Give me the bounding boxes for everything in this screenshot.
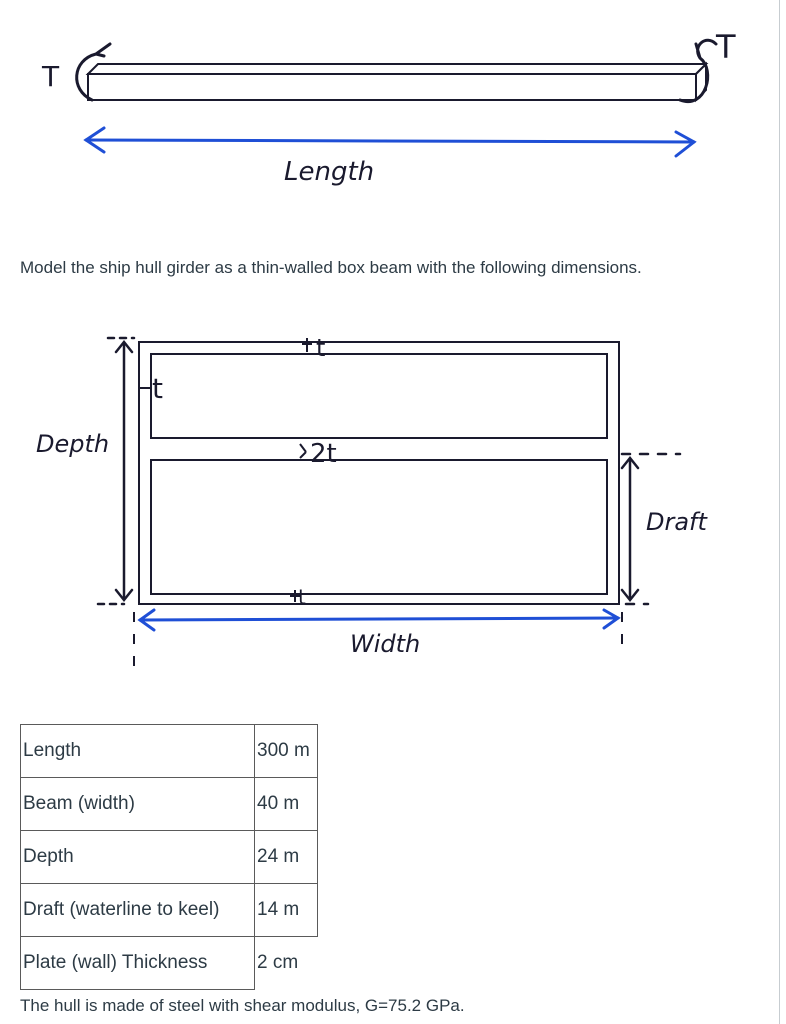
length-label: Length (284, 157, 375, 187)
hull-outer-wall (139, 342, 619, 604)
row-value: 14 m (255, 884, 318, 937)
upper-compartment (151, 354, 607, 438)
right-torque-label: T (716, 28, 736, 66)
row-label: Beam (width) (21, 778, 255, 831)
left-torque-label: T (42, 60, 60, 93)
lower-compartment (151, 460, 607, 594)
dimensions-table (20, 724, 318, 990)
side-thickness-label: t (152, 372, 163, 405)
intro-text: Model the ship hull girder as a thin-walled box beam with the following dimensions. (20, 258, 642, 277)
row-label: Depth (21, 831, 255, 884)
width-label: Width (350, 630, 421, 658)
deck-thickness-label: 2t (310, 439, 337, 469)
draft-label: Draft (646, 508, 707, 536)
width-dimension-arrow (140, 610, 618, 630)
row-label: Length (21, 725, 255, 778)
footer-text: The hull is made of steel with shear modulus, G=75.2 GPa. (20, 996, 465, 1015)
row-value: 2 cm (255, 937, 318, 990)
table-row (21, 778, 318, 831)
depth-dimension-arrow (98, 338, 134, 604)
top-thickness-label: t (316, 334, 326, 362)
row-value: 40 m (255, 778, 318, 831)
row-label: Draft (waterline to keel) (21, 884, 255, 937)
table-row (21, 884, 318, 937)
bottom-thickness-label: t (298, 585, 306, 609)
row-label: Plate (wall) Thickness (21, 937, 255, 990)
table-row (21, 937, 318, 990)
row-value: 300 m (255, 725, 318, 778)
table-row (21, 831, 318, 884)
row-value: 24 m (255, 831, 318, 884)
depth-label: Depth (36, 430, 110, 458)
table-row (21, 725, 318, 778)
